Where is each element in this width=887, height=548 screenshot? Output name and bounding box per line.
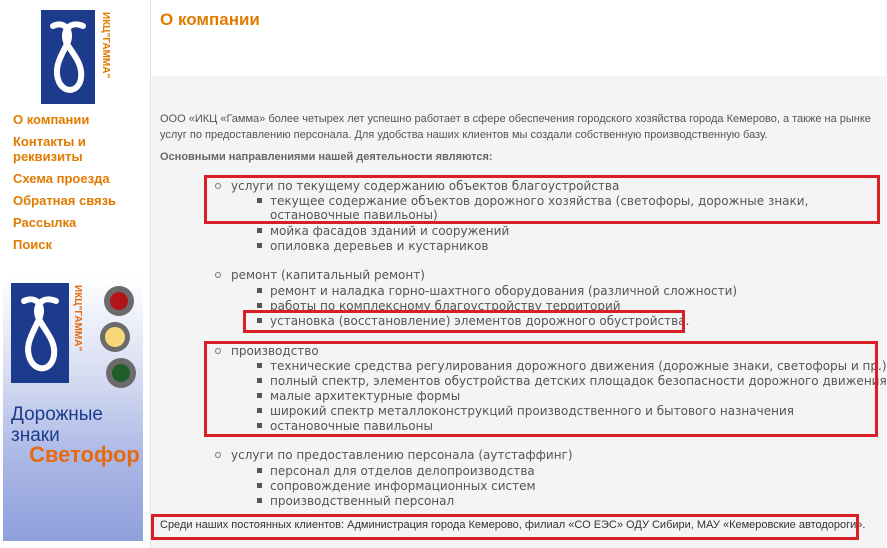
logo-text: ИКЦ"ГАММА" (100, 12, 111, 79)
list-item: сопровождение информационных систем (270, 479, 536, 493)
highlight-box-road-equipment (243, 310, 685, 333)
clients-paragraph: Среди наших постоянных клиентов: Администрация города Кемерово, филиал «СО ЕЭС» ОДУ Сибири, МАУ «Кемеровские автодороги». (160, 519, 866, 531)
list-item: технические средства регулирования дорожного движения (дорожные знаки, светофоры и пр.) (270, 359, 887, 373)
banner-text-road: Дорожные (11, 404, 103, 425)
banner-text-traffic-light: Светофор (29, 442, 140, 467)
list-item: ремонт и наладка горно-шахтного оборудования (различной сложности) (270, 284, 738, 298)
list-item: мойка фасадов зданий и сооружений (270, 224, 510, 238)
page-title: О компании (160, 10, 260, 29)
list-item: производственный персонал (270, 494, 455, 508)
section-staffing: услуги по предоставлению персонала (аутстаффинг) (231, 448, 573, 462)
list-item: опиловка деревьев и кустарников (270, 239, 489, 253)
nav-item-contacts[interactable]: Контакты и реквизиты (13, 134, 86, 164)
nav-item-about[interactable]: О компании (13, 112, 90, 127)
list-item: установка (восстановление) элементов дорожного обустройства. (270, 314, 690, 328)
section-production: производство (231, 344, 319, 358)
list-item: полный спектр, элементов обустройства детских площадок безопасности дорожного движения (270, 374, 887, 388)
side-navigation (13, 112, 133, 259)
list-item: широкий спектр металлоконструкций производственного и бытового назначения (270, 404, 794, 418)
highlight-box-maintenance (204, 175, 880, 224)
highlight-box-production (204, 341, 878, 437)
nav-item-feedback[interactable]: Обратная связь (13, 193, 117, 208)
list-item: работы по комплексному благоустройству территорий (270, 299, 621, 313)
nav-item-newsletter[interactable]: Рассылка (13, 215, 77, 230)
traffic-light-icon (91, 281, 145, 391)
banner-text-signs: знаки (11, 425, 60, 446)
list-item: персонал для отделов делопроизводства (270, 464, 535, 478)
banner-logo-text: ИКЦ"ГАММА" (72, 285, 83, 352)
list-item: текущее содержание объектов дорожного хозяйства (светофоры, дорожные знаки, остановочные павильоны) (270, 194, 876, 222)
banner-logo (9, 281, 83, 385)
sidebar (0, 0, 150, 548)
nav-item-directions[interactable]: Схема проезда (13, 171, 110, 186)
list-item: остановочные павильоны (270, 419, 433, 433)
list-item: малые архитектурные формы (270, 389, 461, 403)
company-logo[interactable] (39, 8, 109, 106)
nav-item-search[interactable]: Поиск (13, 237, 53, 252)
directions-heading: Основными направлениями нашей деятельности являются: (160, 151, 493, 163)
intro-paragraph: ООО «ИКЦ «Гамма» более четырех лет успешно работает в сфере обеспечения городского хозяйства города Кемерово, а также на рынке услуг по предоставлению персонала. Для удобства наших клиентов мы создали собственную производственную базу. (160, 113, 871, 141)
section-repair: ремонт (капитальный ремонт) (231, 268, 425, 282)
promo-banner[interactable] (3, 277, 143, 541)
section-maintenance: услуги по текущему содержанию объектов благоустройства (231, 179, 620, 193)
highlight-box-clients (151, 514, 859, 540)
